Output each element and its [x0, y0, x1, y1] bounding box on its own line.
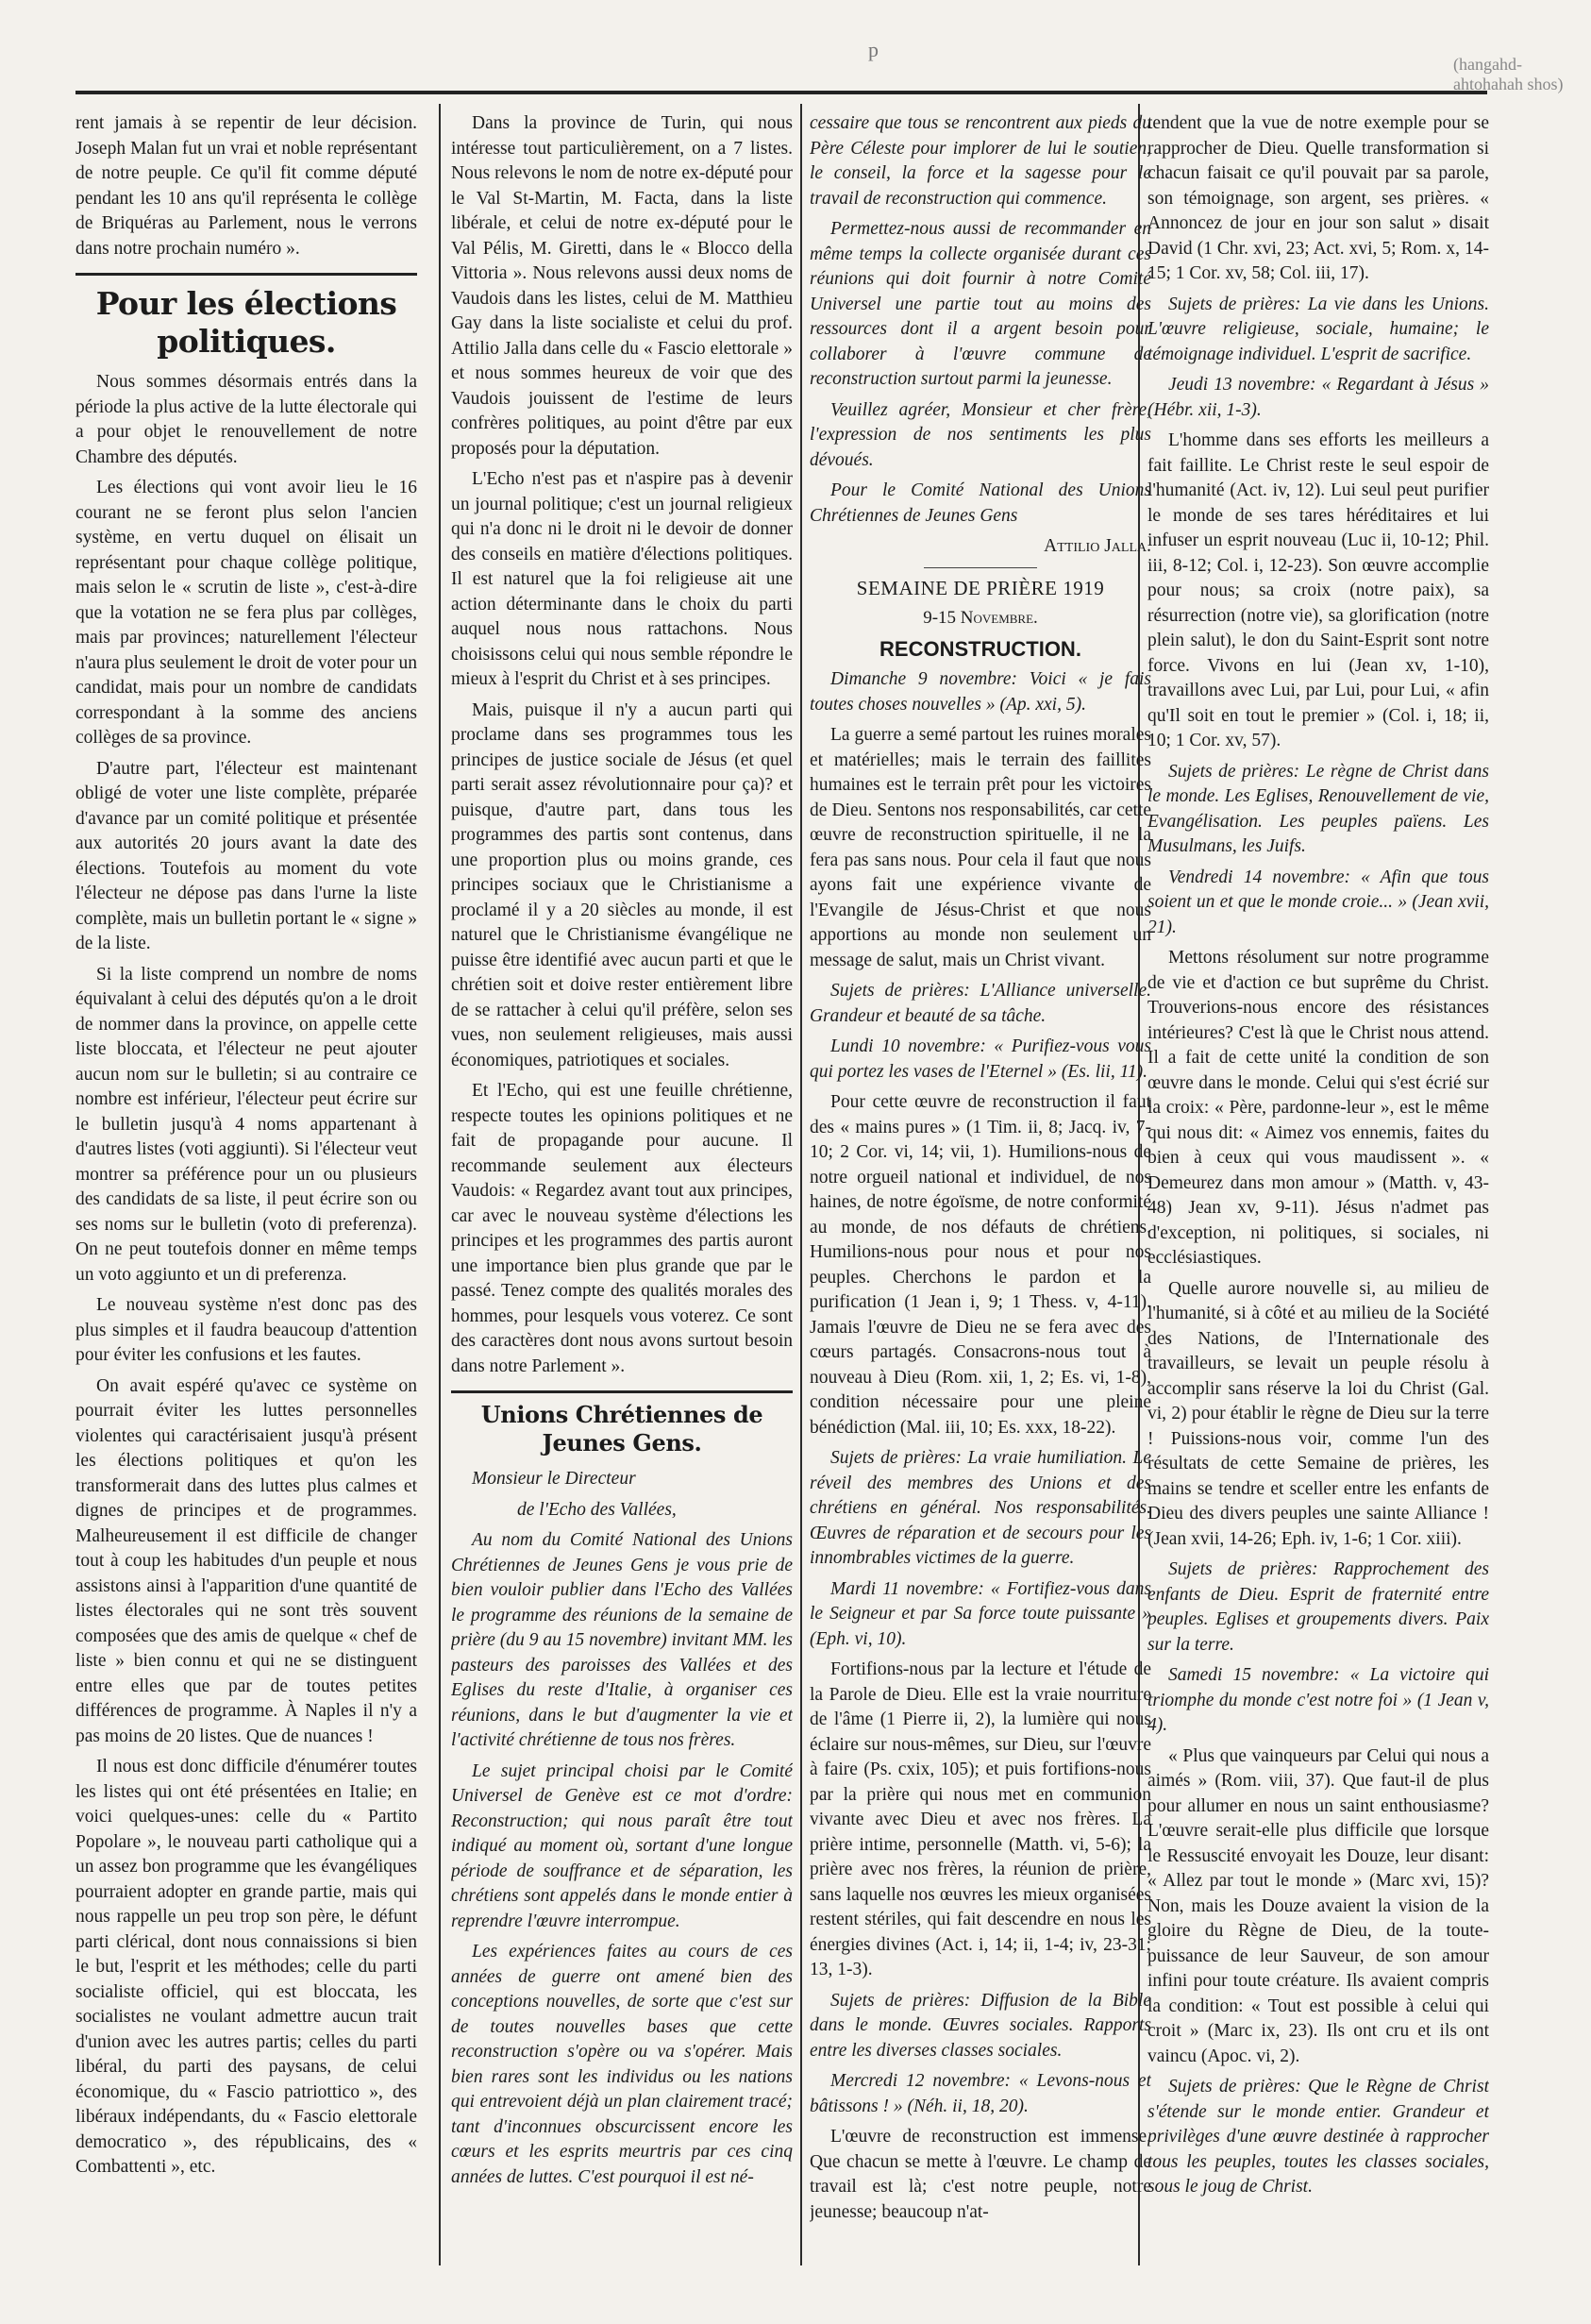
day-text: La guerre a semé partout les ruines morales et matérielles; mais le terrain des faillites humaines est le terrain prêt pour les victoires de Dieu. Sentons nos responsabilités, car cette œuvre de reconstruction spirituelle, il ne la fera pas sans nous. Pour cela il faut que nous ayons fait une expérience vivante de l'Evangile de Jésus-Christ et que nous apportions au monde non seulement un message de salut, mais un Christ vivant. — [810, 725, 1151, 970]
column-2 — [451, 111, 793, 2301]
paragraph: Le nouveau système n'est donc pas des plus simples et il faudra beaucoup d'attention pour éviter les confusions et les fautes. — [75, 1295, 417, 1365]
section-rule — [75, 273, 417, 276]
day-heading: Mardi 11 novembre: « Fortifiez-vous dans le Seigneur et par Sa force toute puissante » (Eph. vi, 10). — [810, 1578, 1151, 1649]
letter-paragraph: Veuillez agréer, Monsieur et cher frère, l'expression de nos sentiments les plus dévoués. — [810, 399, 1151, 470]
letter-paragraph: Permettez-nous aussi de recommander en même temps la collecte organisée durant ces réunions qui doit fournir à notre Comité Universel une partie tout au moins des ressources dont il a argent besoin pour collaborer à l'œuvre commune de reconstruction surtout parmi la jeunesse. — [810, 219, 1151, 389]
column-3 — [810, 111, 1151, 2301]
day-text: Quelle aurore nouvelle si, au milieu de l'humanité, si à côté et au milieu de la Société des Nations, de l'Internationale des travailleurs, se levait un peuple résolu à accomplir sans réserve la loi du Christ (Gal. vi, 2) pour établir le règne de Dieu sur la terre ! Puissions-nous voir, comme l'un des résultats de cette Semaine de prières, les mains se tendre et sceller entre les enfants de Dieu des divers peuples une sainte Alliance ! (Jean xvii, 14-26; Eph. iv, 1-6; 1 Cor. xiii). — [1147, 1278, 1489, 1549]
prayer-subjects: Sujets de prières: La vie dans les Unions. L'œuvre religieuse, sociale, humaine; le témoignage individuel. L'esprit de sacrifice. — [1147, 294, 1489, 364]
article-title-unions: Unions Chrétiennes de Jeunes Gens. — [480, 1401, 763, 1457]
header-note: (hangahd-ahtohahah shos) — [1453, 55, 1564, 93]
paragraph: Nous sommes désormais entrés dans la période la plus active de la lutte électorale qui a pour objet le renouvellement de notre Chambre des députés. — [75, 372, 417, 467]
letter-paragraph: Les expériences faites au cours de ces années de guerre ont amené bien des conceptions nouvelles, de sorte que c'est sur de toutes nouvelles bases que cette reconstruction s'opère ou va s'opérer. Mais bien rares sont les individus ou les nations qui entrevoient déjà un plan clairement tracé; tant d'inconnues obscurcissent encore les cœurs et les esprits meurtris par ces cinq années de luttes. C'est pourquoi il est né- — [451, 1942, 793, 2187]
paragraph: Dans la province de Turin, qui nous intéresse tout particulièrement, on a 7 listes. Nous relevons le nom de notre ex-député pour le Val St-Martin, M. Facta, dans la liste libérale, et celui de notre ex-député pour le Val Pélis, M. Giretti, dans le « Blocco della Vittoria ». Nous relevons aussi deux noms de Vaudois dans les listes, celui de M. Matthieu Gay dans la liste socialiste et celui du prof. Attilio Jalla dans celle du « Fascio elettorale » et nous sommes heureux de voir que des Vaudois jouissent de l'estime de leurs confrères politiques, au point d'être par eux proposés pour la députation. — [451, 113, 793, 459]
article-title-elections: Pour les élections politiques. — [95, 285, 397, 360]
header-rule — [75, 91, 1487, 94]
letter-paragraph: Au nom du Comité National des Unions Chrétiennes de Jeunes Gens je vous prie de bien vouloir publier dans l'Echo des Vallées le programme des réunions de la semaine de prière (du 9 au 15 novembre) invitant MM. les pasteurs des paroisses des Vallées et des Eglises du reste d'Italie, à organiser ces réunions, dans le but d'augmenter la vie et l'activité chrétienne de tous nos frères. — [451, 1530, 793, 1750]
section-rule — [451, 1390, 793, 1393]
day-heading: Dimanche 9 novembre: Voici « je fais toutes choses nouvelles » (Ap. xxi, 5). — [810, 669, 1151, 715]
day-text: tendent que la vue de notre exemple pour se rapprocher de Dieu. Quelle transformation si chacun faisait ce qu'il pouvait par sa parole, son témoignage, son argent, ses prières. « Annoncez de jour en jour son salut » disait David (1 Chr. xvi, 23; Act. xvi, 5; Rom. x, 14-15; 1 Cor. xv, 58; Col. iii, 17). — [1147, 113, 1489, 283]
day-heading: Jeudi 13 novembre: « Regardant à Jésus » (Hébr. xii, 1-3). — [1147, 375, 1489, 420]
letter-paragraph: cessaire que tous se rencontrent aux pieds du Père Céleste pour implorer de lui le soutien, le conseil, la force et la sagesse pour le travail de reconstruction qui commence. — [810, 113, 1151, 209]
paragraph: Si la liste comprend un nombre de noms équivalant à celui des députés qu'on a le droit de nommer dans la province, on appelle cette liste bloccata, et l'électeur ne peut ajouter aucun nom sur le bulletin; si au contraire ce nombre est inférieur, l'électeur peut écrire sur le bulletin jusqu'à 4 noms appartenant à d'autres listes (voti aggiunti). Si l'électeur veut montrer sa préférence pour un ou plusieurs des candidats de sa liste, il peut écrire son ou ses noms sur le bulletin (voto di preferenza). On ne peut toutefois donner en même temps un voto aggiunto et un di preferenza. — [75, 964, 417, 1285]
day-heading: Vendredi 14 novembre: « Afin que tous soient un et que le monde croie... » (Jean xvii, 21). — [1147, 867, 1489, 937]
day-heading: Samedi 15 novembre: « La victoire qui triomphe du monde c'est notre foi » (1 Jean v, 4). — [1147, 1665, 1489, 1735]
salutation: de l'Echo des Vallées, — [517, 1499, 677, 1520]
signature: Attilio Jalla. — [1044, 536, 1151, 556]
prayer-subjects: Sujets de prières: Le règne de Christ dans le monde. Les Eglises, Renouvellement de vie, Evangélisation. Les peuples païens. Les Musulmans, les Juifs. — [1147, 761, 1489, 856]
theme-title: RECONSTRUCTION. — [879, 636, 1081, 661]
prayer-subjects: Sujets de prières: La vraie humiliation. Le réveil des membres des Unions et des chrétiens en général. Nos responsabilités. Œuvres de réparation et de secours pour les innombrables victimes de la guerre. — [810, 1448, 1151, 1568]
paragraph: On avait espéré qu'avec ce système on pourrait éviter les luttes personnelles violentes qui caractérisaient jusqu'à présent les élections politiques et qu'on les transformerait dans des luttes plus calmes et dignes de principes et de programmes. Malheureusement il est difficile de changer tout à coup les habitudes d'un peuple et nous assistons ainsi à l'apparition d'une quantité de listes électorales qui ne sont très souvent composées que des amis de quelque « chef de liste » bien connu et qui ne se distinguent entre elles que par de toutes petites différences de programme. À Naples il n'y a pas moins de 20 listes. Que de nuances ! — [75, 1375, 417, 1746]
paragraph: Les élections qui vont avoir lieu le 16 courant ne se feront plus selon l'ancien système, en vertu duquel on élisait un représentant pour chaque collège politique, mais selon le « scrutin de liste », c'est-à-dire que la votation ne se fera plus par collèges, mais par provinces; naturellement l'électeur n'aura plus seulement le droit de voter pour un candidat, mais pour un nombre de candidats correspondant à la somme des anciens collèges de sa province. — [75, 478, 417, 748]
letter-paragraph: Le sujet principal choisi par le Comité Universel de Genève est ce mot d'ordre: Reconstruction; qui nous paraît être tout indiqué au moment où, sortant d'une longue période de souffrance et de séparation, les chrétiens sont appelés dans le monde entier à reprendre l'œuvre interrompue. — [451, 1760, 793, 1931]
day-heading: Mercredi 12 novembre: « Levons-nous et bâtissons ! » (Néh. ii, 18, 20). — [810, 2071, 1151, 2116]
day-text: L'œuvre de reconstruction est immense. Que chacun se mette à l'œuvre. Le champ de travail est là; c'est notre peuple, notre jeunesse; beaucoup n'at- — [810, 2127, 1151, 2222]
paragraph: Il nous est donc difficile d'énumérer toutes les listes qui ont été présentées en Italie; en voici quelques-unes: celle du « Partito Popolare », le nouveau parti catholique qui a un assez bon programme que les évangéliques pourraient adopter en grande partie, mais qui nous rappelle un peu trop son père, le défunt parti clérical, dont nous connaissions si bien le but, l'esprit et les méthodes; celle du parti socialiste officiel, qui est bloccata, les socialistes ne voulant admettre aucun trait d'union avec les autres partis; celles du parti libéral, du parti des paysans, de celui économique, du « Fascio patriottico », des libéraux indépendants, du « Fascio elettorale democratico », des républicains, des « Combattenti », etc. — [75, 1757, 417, 2177]
salutation: Monsieur le Directeur — [472, 1469, 636, 1489]
day-text: « Plus que vainqueurs par Celui qui nous a aimés » (Rom. viii, 37). Que faut-il de plus pour allumer en nous un saint enthousiasme? L'œuvre serait-elle plus difficile que lorsque le Ressuscité envoyait les Douze, leur disant: « Allez par tout le monde » (Marc xvi, 15)? Non, mais les Douze avaient la vision de la gloire du Règne de Dieu, de la toute-puissance de leur Sauveur, de son amour infini pour toute créature. Ils avaient compris la condition: « Tout est possible à celui qui croit » (Marc ix, 23). Ils ont cru et ils ont vaincu (Apoc. vi, 2). — [1147, 1745, 1489, 2066]
prayer-week-title: SEMAINE DE PRIÈRE 1919 — [856, 576, 1105, 599]
letter-paragraph: Pour le Comité National des Unions Chrétiennes de Jeunes Gens — [810, 480, 1151, 526]
column-1 — [75, 111, 417, 2301]
day-text: L'homme dans ses efforts les meilleurs a fait faillite. Le Christ reste le seul espoir de l'humanité (Act. iv, 12). Lui seul peut purifier le monde de ses tares héréditaires et lui infuser un esprit nouveau (Luc ii, 10-12; Phil. iii, 8-12; Col. i, 12-23). Son œuvre accomplie pour nous; sa croix (notre paix), sa résurrection (notre vie), sa glorification (notre plein salut), le don du Saint-Esprit sont notre force. Vivons en lui (Jean xv, 1-10), travaillons avec Lui, par Lui, pour Lui, « afin qu'Il soit en tout le premier » (Col. i, 18; ii, 10; 1 Cor. xv, 57). — [1147, 430, 1489, 750]
prayer-subjects: Sujets de prières: Rapprochement des enfants de Dieu. Esprit de fraternité entre peuples. Eglises et groupements divers. Paix sur la terre. — [1147, 1559, 1489, 1655]
column-divider — [800, 104, 802, 2265]
article-continuation: rent jamais à se repentir de leur décision. Joseph Malan fut un vrai et noble représentant de notre peuple. Ce qu'il fit comme député pendant les 10 ans qu'il représenta le collège de Briquéras au Parlement, nous le verrons dans notre prochain numéro ». — [75, 113, 417, 259]
day-text: Fortifions-nous par la lecture et l'étude de la Parole de Dieu. Elle est la vraie nourriture de l'âme (1 Pierre ii, 2), la lumière qui nous éclaire sur nous-mêmes, sur Dieu, sur l'œuvre à faire (Ps. cxix, 105); et puis fortifions-nous par la prière qui nous met en communion vivante avec Dieu et avec nos frères. La prière intime, personnelle (Matth. vi, 5-6); la prière avec nos frères, la réunion de prière, sans laquelle nos œuvres les mieux organisées restent stériles, qui fait descendre en nous les énergies divines (Act. i, 14; ii, 1-4; iv, 23-31; 13, 1-3). — [810, 1659, 1151, 1979]
prayer-subjects: Sujets de prières: L'Alliance universelle. Grandeur et beauté de sa tâche. — [810, 981, 1151, 1026]
day-text: Mettons résolument sur notre programme de vie et d'action ce but suprême du Christ. Trouverions-nous encore des résistances intérieures? C'est là que le Christ nous attend. Il a fait de cette unité la condition de son œuvre dans le monde. Celui qui s'est écrié sur la croix: « Père, pardonne-leur », est le même qui nous dit: « Aimez vos ennemis, faites du bien à ceux qui vous maudissent ». « Demeurez dans mon amour » (Matth. v, 43-48) Jean xv, 9-11). Jésus n'admet pas d'exception, ni politiques, si sociales, ni ecclésiastiques. — [1147, 948, 1489, 1268]
paragraph: Mais, puisque il n'y a aucun parti qui proclame dans ses programmes tous les principes de justice sociale de Jésus (et quel parti serait assez révolutionnaire pour ça)? et puisque, d'autre part, dans tous les programmes des partis sont contenus, dans une proportion plus ou moins grande, ces principes sociaux que le Christianisme a proclamé il y a 20 siècles au monde, il est naturel que le Christianisme évangélique ne puisse être identifié avec aucun parti et que le chrétien soit et doive rester entièrement libre de se rattacher à celui qu'il préfère, selon ses vues, non seulement religieuses, mais aussi économiques, patriotiques et sociales. — [451, 699, 793, 1070]
paragraph: Et l'Echo, qui est une feuille chrétienne, respecte toutes les opinions politiques et ne fait de propagande pour aucune. Il recommande seulement aux électeurs Vaudois: « Regardez avant tout aux principes, car avec le nouveau système d'élections les principes et les programmes des partis auront une importance bien plus grande que par le passé. Tenez compte des qualités morales des hommes, pour lesquels vous voterez. Ce sont des caractères dont nous avons surtout besoin dans notre Parlement ». — [451, 1081, 793, 1376]
paragraph: D'autre part, l'électeur est maintenant obligé de voter une liste complète, préparée d'avance par un comité politique et présentée aux autorités 20 jours avant la date des élections. Toutefois au moment du vote l'électeur ne dépose pas dans l'urne la liste complète, mais un bulletin portant le « signe » de la liste. — [75, 758, 417, 953]
prayer-week-dates: 9-15 Novembre. — [923, 608, 1038, 628]
day-heading: Lundi 10 novembre: « Purifiez-vous vous qui portez les vases de l'Eternel » (Es. lii, 11). — [810, 1036, 1151, 1082]
prayer-subjects: Sujets de prières: Que le Règne de Christ s'étende sur le monde entier. Grandeur et privilèges d'une œuvre destinée à rapprocher tous les peuples, toutes les classes sociales, sous le joug de Christ. — [1147, 2077, 1489, 2197]
day-text: Pour cette œuvre de reconstruction il faut des « mains pures » (1 Tim. ii, 8; Jacq. iv, 7-10; 2 Cor. vi, 14; vii, 1). Humilions-nous de notre orgueil national et individuel, de nos haines, de notre égoïsme, de notre conformité au monde, de nos défauts de chrétiens. Humilions-nous pour nous et pour nos peuples. Cherchons le pardon et la purification (1 Jean i, 9; 1 Thess. v, 4-11). Jamais l'œuvre de Dieu ne se fera avec des cœurs partagés. Consacrons-nous tout à nouveau à Dieu (Rom. xii, 1, 2; Es. vi, 1-8), condition nécessaire pour une pleine bénédiction (Mal. iii, 10; Es. xxx, 18-22). — [810, 1092, 1151, 1438]
divider — [924, 567, 1037, 568]
page-marker: p — [868, 38, 879, 61]
prayer-subjects: Sujets de prières: Diffusion de la Bible dans le monde. Œuvres sociales. Rapports entre les diverses classes sociales. — [810, 1990, 1151, 2061]
column-divider — [439, 104, 441, 2265]
column-4 — [1147, 111, 1489, 2301]
paragraph: L'Echo n'est pas et n'aspire pas à devenir un journal politique; c'est un journal religieux qui n'a donc ni le droit ni le devoir de donner des conseils en matière d'élections politiques. Il est naturel que la foi religieuse ait une action déterminante dans le choix du parti auquel nous nous rattachons. Nous choisissons celui qui nous semble répondre le mieux à l'esprit du Christ et à ses principes. — [451, 469, 793, 689]
